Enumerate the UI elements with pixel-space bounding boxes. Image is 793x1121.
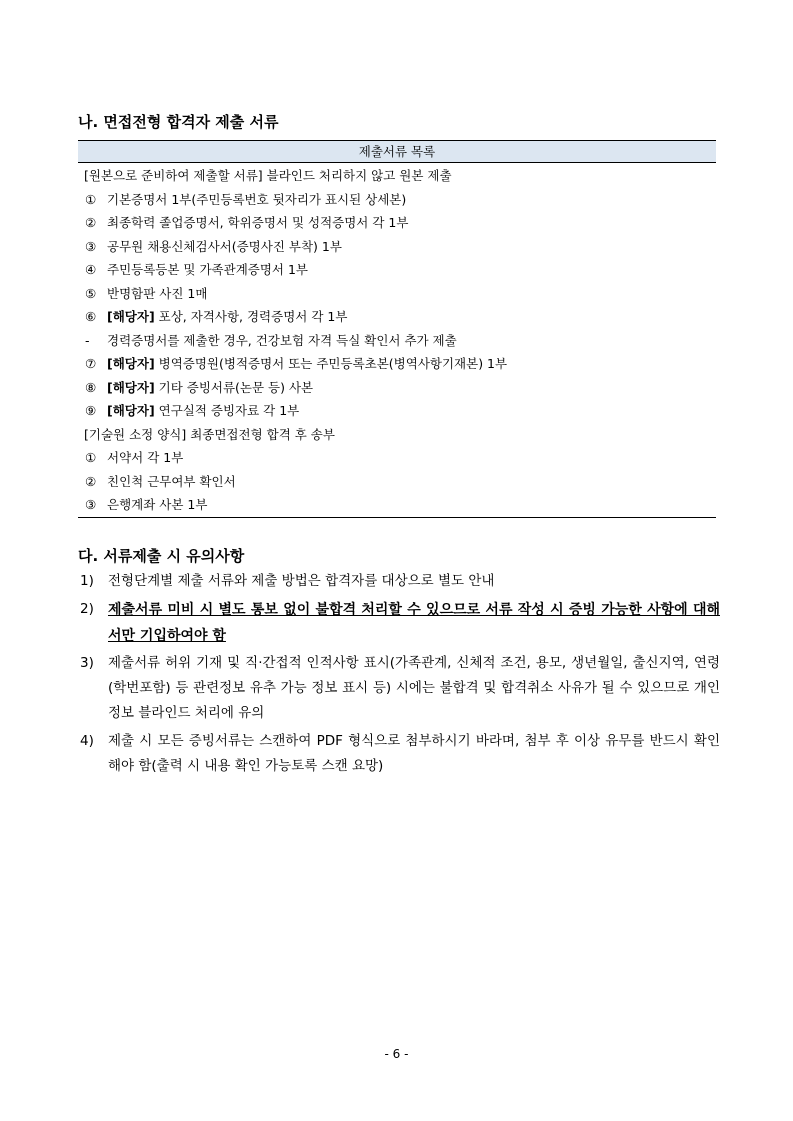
list-item bbox=[78, 399, 716, 423]
group-label-institute-forms: [기술원 소정 양식] 최종면접전형 합격 후 송부 bbox=[84, 426, 335, 442]
item-text: 공무원 채용신체검사서(증명사진 부착) 1부 bbox=[107, 238, 342, 254]
item-text: 친인척 근무여부 확인서 bbox=[107, 473, 236, 489]
applicable-tag: [해당자] bbox=[107, 309, 155, 324]
applicable-tag: [해당자] bbox=[107, 379, 155, 395]
item-text: 기타 증빙서류(논문 등) 사본 bbox=[154, 379, 314, 395]
item-number: ⑧ bbox=[85, 379, 97, 395]
item-text: 최종학력 졸업증명서, 학위증명서 및 성적증명서 각 1부 bbox=[107, 215, 409, 230]
note-item-emphasized bbox=[80, 597, 720, 649]
note-text: 제출서류 미비 시 별도 통보 없이 불합격 처리할 수 있으므로 서류 작성 시 증빙 가능한 사항에 대해서만 기입하여야 함 bbox=[108, 602, 720, 644]
list-item bbox=[78, 188, 716, 212]
list-item bbox=[78, 235, 716, 259]
item-text: 반명함판 사진 1매 bbox=[107, 285, 208, 301]
document-list-table bbox=[78, 140, 716, 518]
list-item bbox=[78, 258, 716, 282]
note-index: 2) bbox=[80, 601, 94, 617]
item-text: 연구실적 증빙자료 각 1부 bbox=[154, 403, 300, 418]
item-number: ② bbox=[85, 473, 97, 489]
item-text: 은행계좌 사본 1부 bbox=[107, 497, 208, 512]
item-text: 병역증명원(병적증명서 또는 주민등록초본(병역사항기재본) 1부 bbox=[154, 356, 508, 371]
item-text: 주민등록등본 및 가족관계증명서 1부 bbox=[107, 262, 308, 277]
note-item bbox=[80, 569, 720, 594]
note-text: 제출서류 허위 기재 및 직·간접적 인적사항 표시(가족관계, 신체적 조건, 용모, 생년월일, 출신지역, 연령(학번포함) 등 관련정보 유추 가능 정보 표시 등) 시에는 불합격 및 합격취소 사유가 될 수 있으므로 개인정보 블라인드 처리에 유의 bbox=[108, 655, 720, 721]
list-item bbox=[78, 470, 716, 494]
item-number: ⑦ bbox=[85, 356, 97, 371]
list-item bbox=[78, 376, 716, 400]
section-title-interview-documents: 나. 면접전형 합격자 제출 서류 bbox=[78, 113, 279, 131]
list-item bbox=[78, 305, 716, 329]
item-text: 기본증명서 1부(주민등록번호 뒷자리가 표시된 상세본) bbox=[107, 191, 407, 207]
item-number: ③ bbox=[85, 497, 97, 512]
note-item bbox=[80, 729, 720, 779]
item-number: ① bbox=[85, 450, 97, 465]
note-text: 제출 시 모든 증빙서류는 스캔하여 PDF 형식으로 첨부하시기 바라며, 첨부 후 이상 유무를 반드시 확인해야 함(출력 시 내용 확인 가능토록 스캔 요망) bbox=[108, 733, 720, 774]
list-item bbox=[78, 329, 716, 353]
list-item bbox=[78, 282, 716, 306]
item-number: ② bbox=[85, 215, 97, 230]
item-number: ⑤ bbox=[85, 285, 97, 301]
item-text: 경력증명서를 제출한 경우, 건강보험 자격 득실 확인서 추가 제출 bbox=[107, 332, 457, 348]
item-text: 포상, 자격사항, 경력증명서 각 1부 bbox=[154, 309, 348, 324]
item-number: ① bbox=[85, 191, 97, 207]
applicable-tag: [해당자] bbox=[107, 403, 155, 418]
applicable-tag: [해당자] bbox=[107, 356, 155, 371]
item-number: ④ bbox=[85, 262, 97, 277]
list-item bbox=[78, 446, 716, 470]
note-index: 4) bbox=[80, 733, 94, 749]
list-item bbox=[78, 352, 716, 376]
list-item bbox=[78, 211, 716, 235]
note-index: 3) bbox=[80, 655, 94, 671]
item-number: ⑥ bbox=[85, 309, 97, 324]
submission-notes-list bbox=[80, 569, 720, 779]
item-number: - bbox=[85, 332, 90, 348]
note-index: 1) bbox=[80, 573, 94, 589]
item-number: ⑨ bbox=[85, 403, 97, 418]
page-number: - 6 - bbox=[384, 1047, 409, 1061]
table-header: 제출서류 목록 bbox=[78, 141, 716, 163]
table-body bbox=[78, 163, 716, 517]
group-label-original-documents: [원본으로 준비하여 제출할 서류] 블라인드 처리하지 않고 원본 제출 bbox=[84, 168, 452, 183]
note-item bbox=[80, 651, 720, 726]
section-title-submission-notes: 다. 서류제출 시 유의사항 bbox=[78, 547, 245, 565]
item-number: ③ bbox=[85, 238, 97, 254]
item-text: 서약서 각 1부 bbox=[107, 450, 184, 465]
list-item bbox=[78, 493, 716, 517]
note-text: 전형단계별 제출 서류와 제출 방법은 합격자를 대상으로 별도 안내 bbox=[108, 573, 495, 589]
